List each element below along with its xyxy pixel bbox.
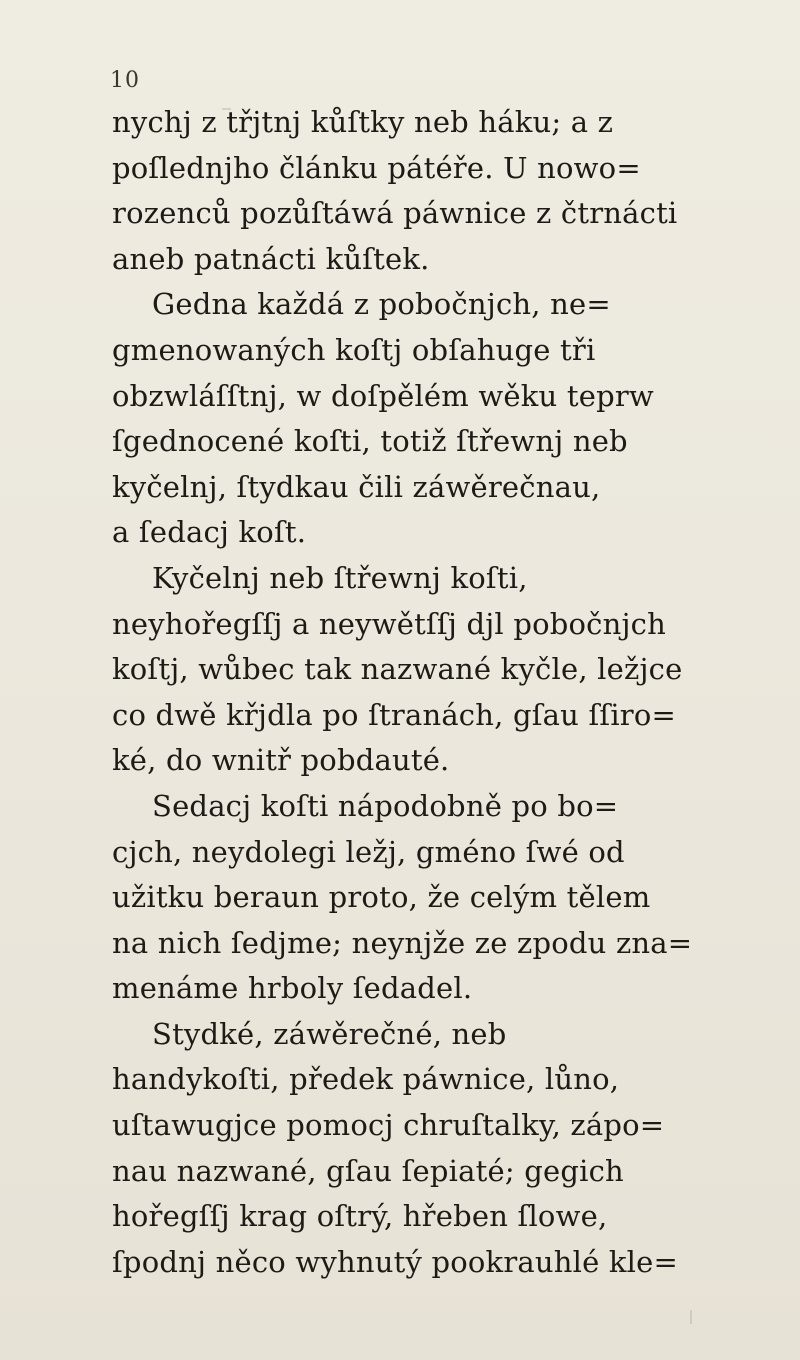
text-line: neyhořegſſj a neywětſſj djl pobočnjch xyxy=(112,606,666,641)
text-line: menáme hrboly ſedadel. xyxy=(112,971,473,1006)
text-line: kyčelnj, ſtydkau čili záwěrečnau, xyxy=(112,469,601,504)
text-line: ké, do wnitř pobdauté. xyxy=(112,743,450,778)
text-line: handykoſti, předek páwnice, lůno, xyxy=(112,1062,620,1097)
text-line: co dwě křjdla po ſtranách, gſau ſſiro= xyxy=(112,697,677,732)
text-line: aneb patnácti kůſtek. xyxy=(112,241,430,276)
text-line: nychj z třjtnj kůſtky neb háku; a z xyxy=(112,105,614,139)
text-line: poſlednjho článku pátéře. U nowo= xyxy=(112,150,641,185)
text-line: obzwláſſtnj, w doſpělém wěku teprw xyxy=(112,378,654,413)
text-line: užitku beraun proto, že celým tělem xyxy=(112,880,651,915)
text-line: koſtj, wůbec tak nazwané kyčle, ležjce xyxy=(112,652,683,687)
body-text xyxy=(112,100,732,1285)
text-line: cjch, neydolegi ležj, gméno ſwé od xyxy=(112,834,625,869)
text-line: ſgednocené koſti, totiž ſtřewnj neb xyxy=(112,424,628,459)
paper-blemish xyxy=(690,1310,692,1324)
text-line: hořegſſj krag oſtrý, hřeben ſlowe, xyxy=(112,1199,608,1234)
page-number: 10 xyxy=(110,68,140,93)
text-line: Stydké, záwěrečné, neb xyxy=(152,1016,507,1051)
paper-blemish xyxy=(222,108,231,110)
text-line: Gedna každá z pobočnjch, ne= xyxy=(152,287,611,322)
text-line: nau nazwané, gſau ſepiaté; gegich xyxy=(112,1153,624,1188)
text-line: rozenců pozůſtáwá páwnice z čtrnácti xyxy=(112,196,678,231)
text-line: a ſedacj koſt. xyxy=(112,515,307,550)
text-line: na nich ſedjme; neynjže ze zpodu zna= xyxy=(112,925,693,960)
text-line: Sedacj koſti nápodobně po bo= xyxy=(152,788,619,823)
text-line: uſtawugjce pomocj chruſtalky, zápo= xyxy=(112,1108,665,1143)
text-line: gmenowaných koſtj obſahuge tři xyxy=(112,332,596,367)
text-line: ſpodnj něco wyhnutý pookrauhlé kle= xyxy=(112,1244,678,1279)
text-line: Kyčelnj neb ſtřewnj koſti, xyxy=(152,560,528,595)
